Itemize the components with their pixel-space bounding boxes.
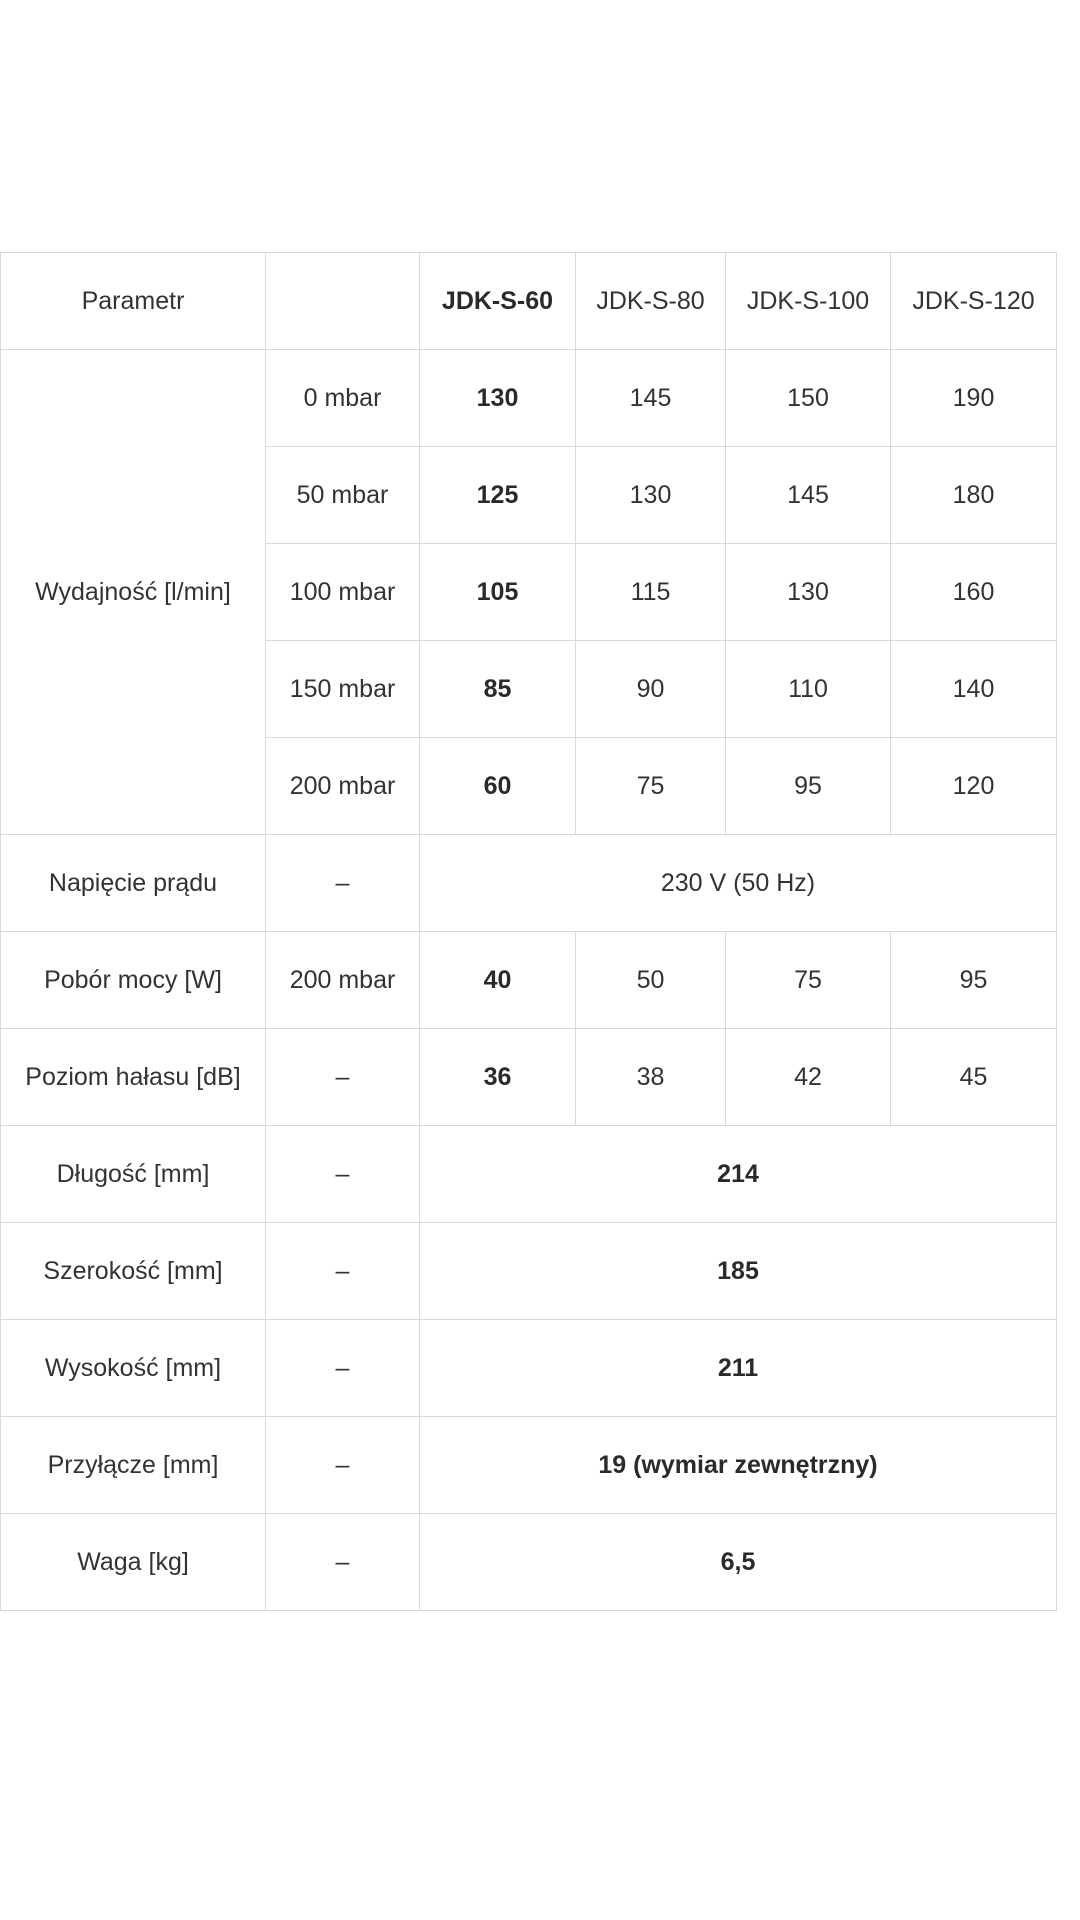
param-wysokosc: Wysokość [mm] [1,1320,266,1417]
table-row [1,1126,1057,1223]
value-cell: 40 [420,932,576,1029]
value-cell: 125 [420,447,576,544]
value-cell-merged: 19 (wymiar zewnętrzny) [420,1417,1057,1514]
value-cell-merged: 214 [420,1126,1057,1223]
value-cell: 145 [726,447,891,544]
value-cell: 45 [891,1029,1057,1126]
condition-cell: 200 mbar [266,738,420,835]
header-row [1,253,1057,350]
table-row [1,932,1057,1029]
param-szerokosc: Szerokość [mm] [1,1223,266,1320]
condition-cell: 50 mbar [266,447,420,544]
condition-cell: – [266,1320,420,1417]
condition-cell: – [266,1417,420,1514]
table-row [1,1223,1057,1320]
table-row [1,1417,1057,1514]
header-model-jdk-s-60: JDK-S-60 [420,253,576,350]
value-cell: 150 [726,350,891,447]
value-cell: 105 [420,544,576,641]
value-cell: 95 [891,932,1057,1029]
value-cell: 95 [726,738,891,835]
specification-table [0,252,1057,1611]
table-row [1,1514,1057,1611]
condition-cell: 0 mbar [266,350,420,447]
value-cell: 42 [726,1029,891,1126]
condition-cell: 100 mbar [266,544,420,641]
value-cell-merged: 185 [420,1223,1057,1320]
condition-cell: – [266,1029,420,1126]
condition-cell: – [266,1223,420,1320]
header-condition [266,253,420,350]
header-model-jdk-s-100: JDK-S-100 [726,253,891,350]
condition-cell: – [266,1126,420,1223]
value-cell: 145 [576,350,726,447]
condition-cell: 200 mbar [266,932,420,1029]
condition-cell: – [266,1514,420,1611]
param-dlugosc: Długość [mm] [1,1126,266,1223]
param-waga: Waga [kg] [1,1514,266,1611]
value-cell: 38 [576,1029,726,1126]
value-cell-merged: 211 [420,1320,1057,1417]
param-napiecie: Napięcie prądu [1,835,266,932]
value-cell: 130 [420,350,576,447]
table-row [1,350,1057,447]
value-cell: 180 [891,447,1057,544]
table-row [1,1029,1057,1126]
param-pobor-mocy: Pobór mocy [W] [1,932,266,1029]
value-cell: 110 [726,641,891,738]
value-cell: 36 [420,1029,576,1126]
value-cell: 50 [576,932,726,1029]
value-cell-merged: 230 V (50 Hz) [420,835,1057,932]
value-cell: 160 [891,544,1057,641]
param-przylacze: Przyłącze [mm] [1,1417,266,1514]
condition-cell: – [266,835,420,932]
value-cell: 130 [726,544,891,641]
header-model-jdk-s-120: JDK-S-120 [891,253,1057,350]
value-cell: 60 [420,738,576,835]
value-cell: 90 [576,641,726,738]
condition-cell: 150 mbar [266,641,420,738]
value-cell: 190 [891,350,1057,447]
value-cell: 75 [576,738,726,835]
header-parametr: Parametr [1,253,266,350]
table-row [1,835,1057,932]
value-cell: 140 [891,641,1057,738]
header-model-jdk-s-80: JDK-S-80 [576,253,726,350]
value-cell: 120 [891,738,1057,835]
param-poziom-halasu: Poziom hałasu [dB] [1,1029,266,1126]
table-row [1,1320,1057,1417]
value-cell-merged: 6,5 [420,1514,1057,1611]
value-cell: 115 [576,544,726,641]
value-cell: 75 [726,932,891,1029]
value-cell: 130 [576,447,726,544]
param-wydajnosc: Wydajność [l/min] [1,350,266,835]
value-cell: 85 [420,641,576,738]
